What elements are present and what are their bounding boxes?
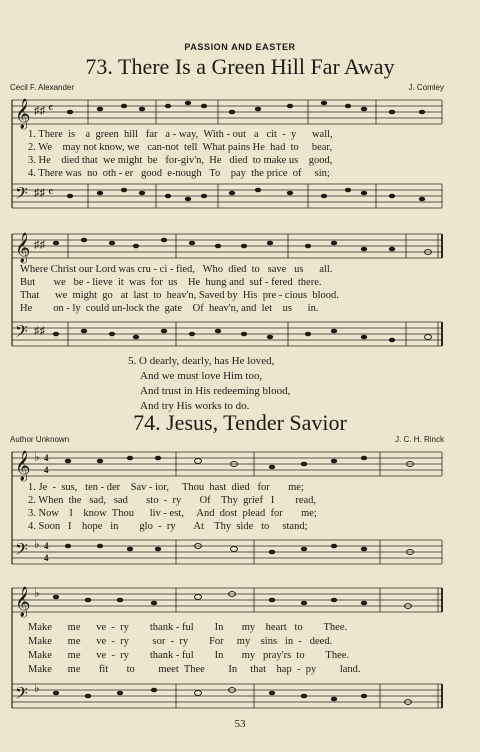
hymn-74-author: Author Unknown <box>10 435 70 444</box>
hymn-74-verse-3-line-1: 3. Now I know Thou liv - est, And dost plead for me; <box>28 508 317 519</box>
section-heading: PASSION AND EASTER <box>184 42 296 52</box>
svg-text:4: 4 <box>44 453 49 463</box>
svg-text:♯♯: ♯♯ <box>34 325 45 337</box>
hymn-74-verse-2-line-1: 2. When the sad, sad sto - ry Of Thy grief I read, <box>28 495 317 506</box>
hymn-74-verse-1-line-2: Make me ve - ry thank - ful In my heart to Thee. <box>28 622 348 633</box>
svg-text:𝄴: 𝄴 <box>48 185 54 199</box>
svg-text:𝄞: 𝄞 <box>15 587 31 617</box>
hymn-74-verse-2-line-2: Make me ve - ry sor - ry For my sins in - deed. <box>28 636 333 647</box>
hymn-73-verse-1-line-1: 1. There is a green hill far a - way, With - out a cit - y wall, <box>28 129 333 140</box>
svg-text:𝄞: 𝄞 <box>15 233 31 263</box>
svg-text:4: 4 <box>44 541 49 551</box>
stanza-5-line-1: 5. O dearly, dearly, has He loved, <box>128 355 275 367</box>
stanza-5-line-3: And trust in His redeeming blood, <box>140 385 291 397</box>
stanza-5-line-4: And try His works to do. <box>140 400 250 412</box>
hymn-74-verse-1-line-1: 1. Je - sus, ten - der Sav - ior, Thou hast died for me; <box>28 482 304 493</box>
svg-text:𝄴: 𝄴 <box>48 101 54 115</box>
hymn-73-verse-1-line-2: Where Christ our Lord was cru - ci - fied, Who died to save us all. <box>20 264 333 275</box>
hymn-73-verse-2-line-1: 2. We may not know, we can-not tell What pains He had to bear, <box>28 142 333 153</box>
hymn-73-verse-4-line-1: 4. There was no oth - er good e-nough To pay the price of sin; <box>28 168 330 179</box>
hymn-74-verse-4-line-2: Make me fit to meet Thee In that hap - py land. <box>28 664 361 675</box>
hymn-73-verse-2-line-2: But we be - lieve it was for us He hung and suf - fered there. <box>20 277 322 288</box>
svg-text:♯♯: ♯♯ <box>34 105 45 117</box>
svg-text:♯♯: ♯♯ <box>34 239 45 251</box>
svg-text:𝄢: 𝄢 <box>15 321 28 345</box>
hymn-74-verse-4-line-1: 4. Soon I hope in glo - ry At Thy side to stand; <box>28 521 308 532</box>
svg-text:4: 4 <box>44 465 49 475</box>
hymn-74-system-2 <box>8 580 444 714</box>
svg-text:4: 4 <box>44 553 49 563</box>
hymn-74-composer: J. C. H. Rinck <box>395 435 444 444</box>
svg-text:𝄢: 𝄢 <box>15 683 28 707</box>
svg-text:𝄢: 𝄢 <box>15 183 28 207</box>
page-number: 53 <box>234 718 246 730</box>
hymn-73-system-2-staves <box>8 226 444 352</box>
hymn-73-system-1 <box>8 92 444 220</box>
svg-text:♭: ♭ <box>34 537 40 551</box>
hymn-73-verse-4-line-2: He on - ly could un-lock the gate Of heav'n, and let us in. <box>20 303 319 314</box>
svg-text:♯♯: ♯♯ <box>34 187 45 199</box>
hymn-73-system-2 <box>8 226 444 352</box>
hymn-73-author: Cecil F. Alexander <box>10 83 75 92</box>
svg-text:𝄞: 𝄞 <box>15 99 31 129</box>
hymn-73-verse-3-line-2: That we might go at last to heav'n, Saved by His pre - cious blood. <box>20 290 339 301</box>
hymn-74-system-1 <box>8 444 444 574</box>
svg-text:𝄢: 𝄢 <box>15 539 28 563</box>
hymn-73-stanza-5 <box>128 354 290 414</box>
hymn-73-composer: J. Comley <box>408 83 444 92</box>
hymn-73-verse-3-line-1: 3. He died that we might be for-giv'n, He died to make us good, <box>28 155 333 166</box>
hymn-74-system-2-staves <box>8 580 444 714</box>
hymn-74-verse-3-line-2: Make me ve - ry thank - ful In my pray'rs to Thee. <box>28 650 350 661</box>
svg-text:♭: ♭ <box>34 450 40 464</box>
stanza-5-line-2: And we must love Him too, <box>140 370 263 382</box>
hymn-74-title: 74. Jesus, Tender Savior <box>133 410 347 435</box>
svg-text:♭: ♭ <box>34 681 40 695</box>
hymn-73-title: 73. There Is a Green Hill Far Away <box>85 54 395 79</box>
svg-text:𝄞: 𝄞 <box>15 451 31 481</box>
svg-text:♭: ♭ <box>34 586 40 600</box>
